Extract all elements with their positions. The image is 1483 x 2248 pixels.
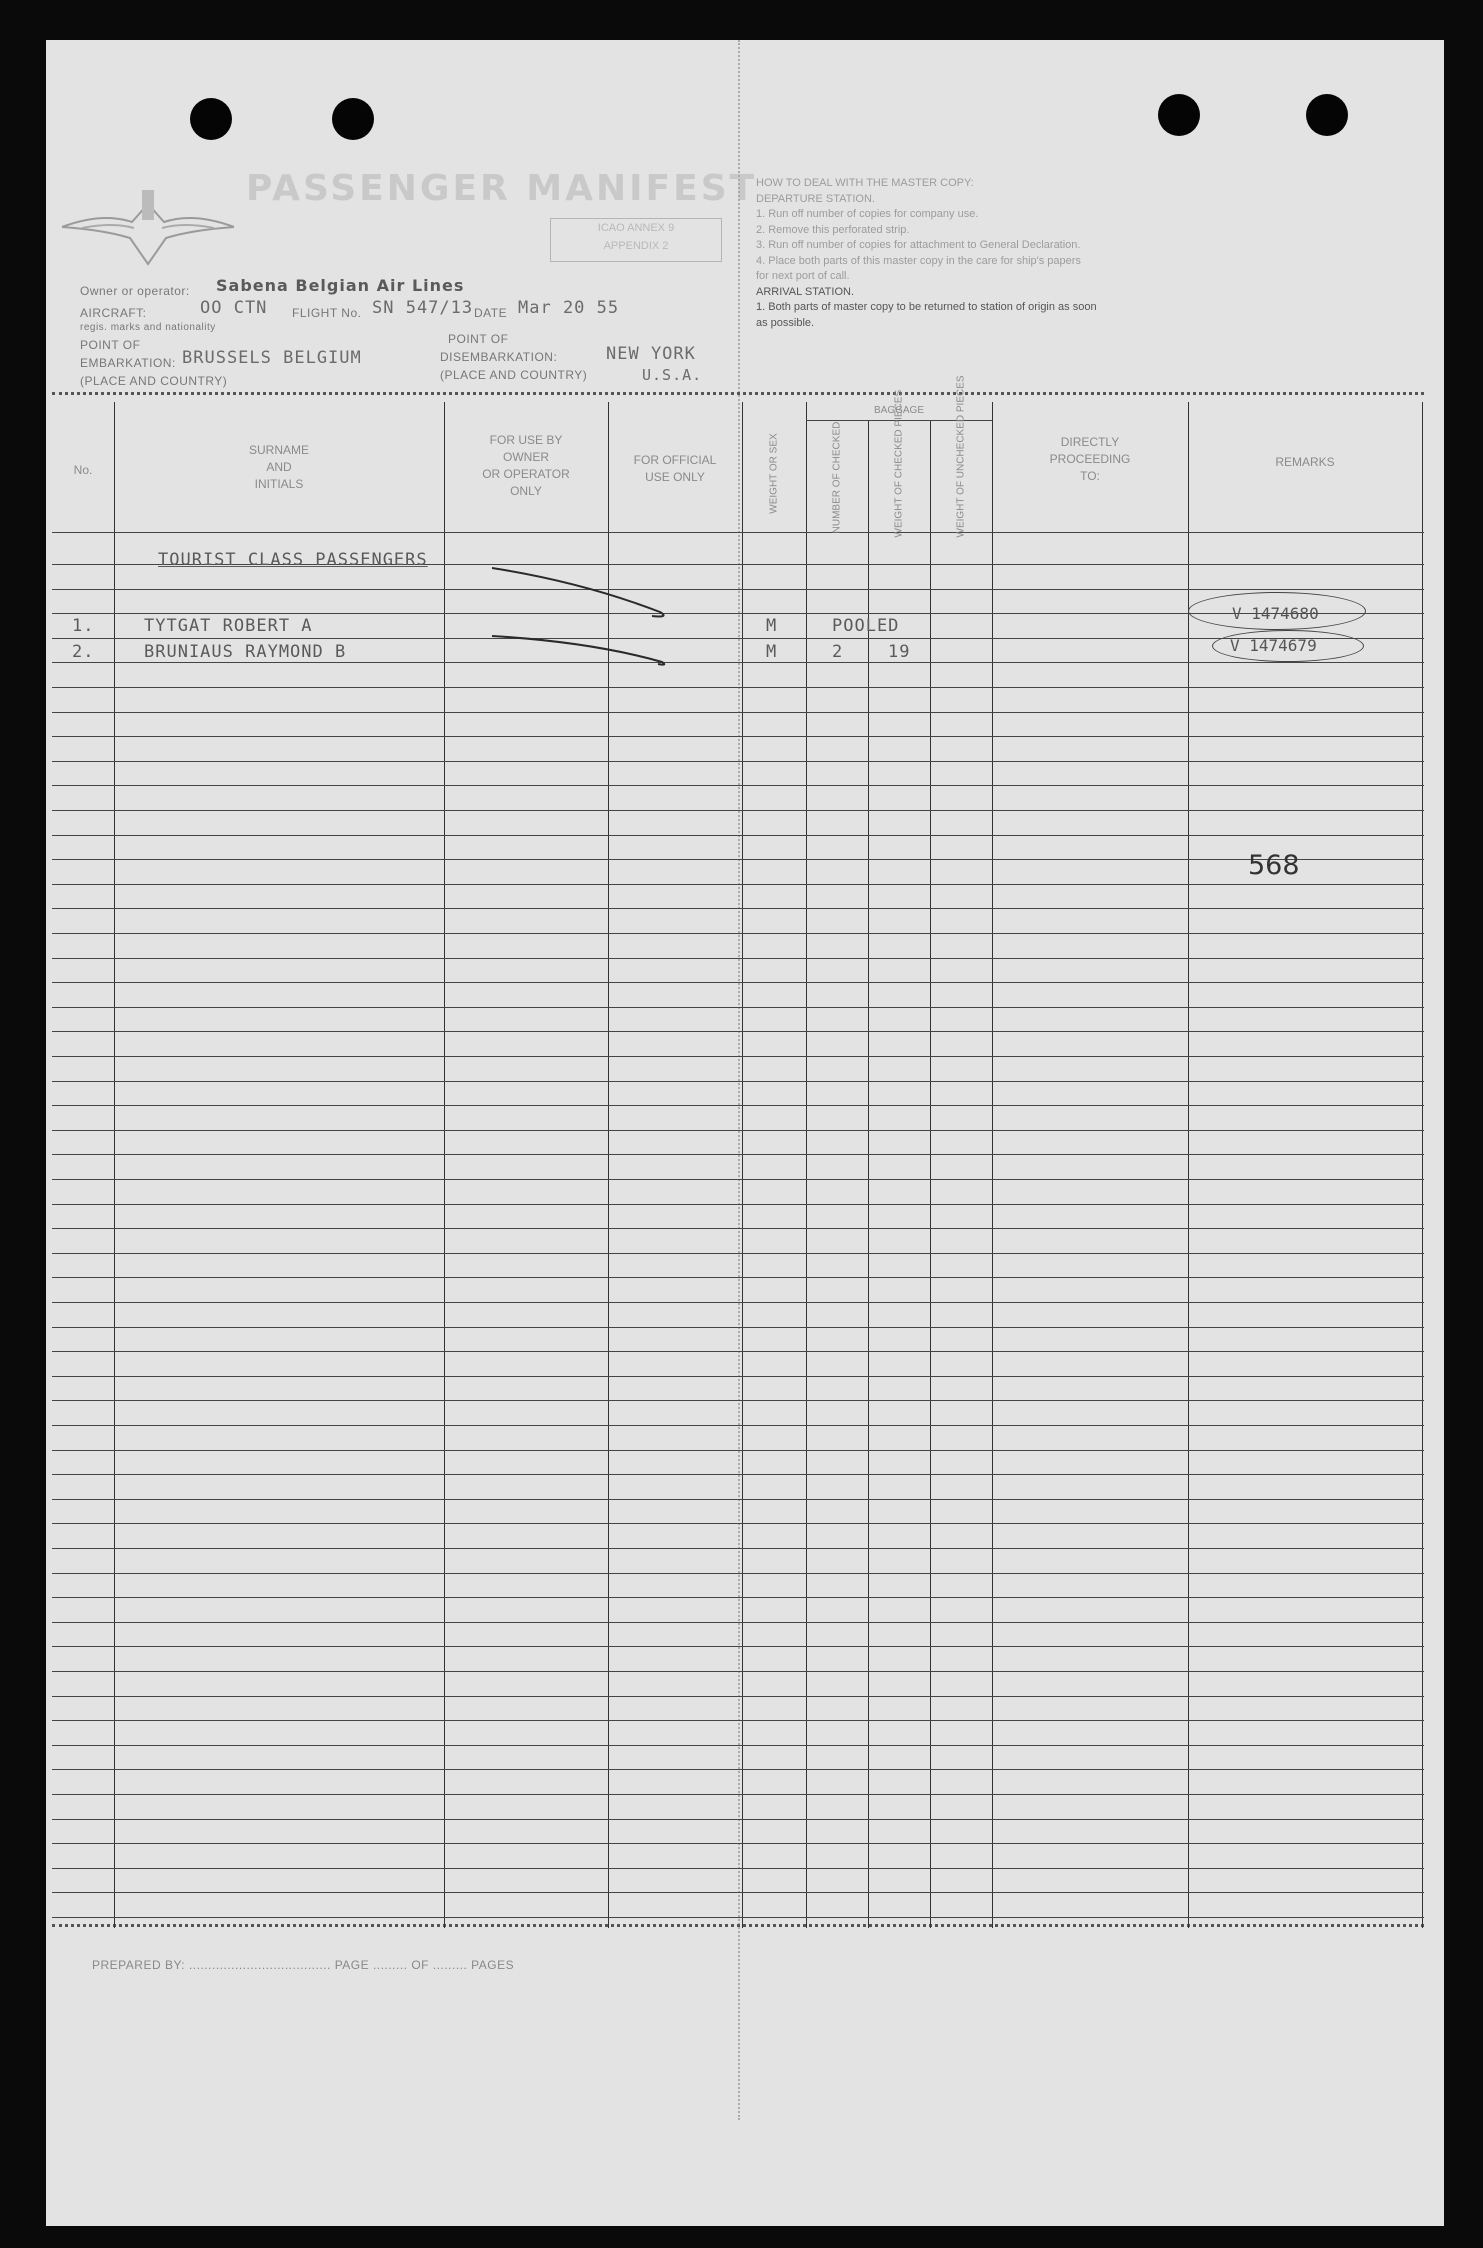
regis-note: regis. marks and nationality (80, 322, 216, 333)
embark-label-2: EMBARKATION: (80, 356, 176, 370)
manifest-title: PASSENGER MANIFEST (246, 168, 758, 209)
table-row-line (52, 1671, 1424, 1672)
master-copy-instructions (756, 176, 1331, 331)
instruction-line: 4. Place both parts of this master copy in the care for ship's papers (756, 254, 1081, 267)
disembark-value: NEW YORK (606, 344, 696, 364)
table-row-line (52, 1105, 1424, 1106)
passenger-name: TYTGAT ROBERT A (144, 616, 313, 636)
table-row-line (52, 1327, 1424, 1328)
table-row-line (52, 1769, 1424, 1770)
table-row-line (52, 1450, 1424, 1451)
instruction-line: DEPARTURE STATION. (756, 192, 875, 205)
disembark-country: U.S.A. (642, 366, 703, 384)
owner-label: Owner or operator: (80, 284, 190, 298)
col-directly (992, 434, 1188, 485)
table-row-line (52, 1400, 1424, 1401)
col-surname-line: INITIALS (254, 477, 304, 491)
table-row-line (52, 1425, 1424, 1426)
instruction-line: 1. Run off number of copies for company use. (756, 208, 979, 220)
table-row-line (52, 712, 1424, 713)
col-owner-line: FOR USE BY (489, 433, 563, 447)
table-row-line (52, 1277, 1424, 1278)
instruction-line: HOW TO DEAL WITH THE MASTER COPY: (756, 177, 974, 189)
disembark-label-2: DISEMBARKATION: (440, 350, 558, 364)
table-row-line (52, 1548, 1424, 1549)
owner-value: Sabena Belgian Air Lines (216, 276, 465, 295)
col-official-line: FOR OFFICIAL (633, 453, 717, 467)
table-row-line (52, 1474, 1424, 1475)
col-surname-line: AND (266, 460, 292, 474)
table-row-line (52, 859, 1424, 860)
table-row-line (52, 1302, 1424, 1303)
table-row-line (52, 1646, 1424, 1647)
table-row-line (52, 1130, 1424, 1131)
disembark-note: (PLACE AND COUNTRY) (440, 368, 588, 382)
col-bag-weight-checked: WEIGHT OF CHECKED PIECES (893, 389, 905, 538)
col-directly-line: PROCEEDING (1049, 452, 1131, 466)
instruction-line: 1. Both parts of master copy to be returned to station of origin as soon (756, 301, 1097, 313)
table-row-line (52, 1892, 1424, 1893)
col-remarks: REMARKS (1275, 455, 1335, 469)
flight-label: FLIGHT No. (292, 306, 362, 320)
table-row-line (52, 1573, 1424, 1574)
table-row-line (52, 1745, 1424, 1746)
table-row-line (52, 1720, 1424, 1721)
table-row-line (52, 761, 1424, 762)
passenger-name: BRUNIAUS RAYMOND B (144, 642, 347, 662)
instruction-line: ARRIVAL STATION. (756, 285, 854, 298)
disembark-label-1: POINT OF (448, 332, 509, 346)
perforation-top (52, 392, 1424, 395)
airline-logo-icon (62, 182, 234, 272)
table-row-line (52, 687, 1424, 688)
table-row-line (52, 1154, 1424, 1155)
table-row-line (52, 958, 1424, 959)
page-count: PAGE ......... OF ......... PAGES (334, 1958, 515, 1972)
table-row-line (52, 884, 1424, 885)
passenger-remark: V 1474680 (1232, 604, 1319, 623)
table-row-line (52, 1253, 1424, 1254)
punch-hole (332, 98, 374, 140)
instruction-line: as possible. (756, 316, 815, 329)
passenger-no: 2. (72, 642, 95, 662)
col-surname (114, 442, 444, 493)
table-row-line (52, 1499, 1424, 1500)
col-owner-line: ONLY (510, 484, 542, 498)
table-row-line (52, 1376, 1424, 1377)
passenger-remark: V 1474679 (1230, 636, 1317, 655)
passenger-baggage: 2 (832, 642, 844, 662)
col-directly-line: TO: (1080, 469, 1100, 483)
table-row-line (52, 1794, 1424, 1795)
table-row-line (52, 1868, 1424, 1869)
col-owner-line: OWNER (503, 450, 549, 464)
prepared-by: PREPARED BY: ..................................... (92, 1958, 331, 1972)
passenger-baggage: POOLED (832, 616, 900, 636)
table-row-line (52, 1597, 1424, 1598)
table-row-line (52, 736, 1424, 737)
passenger-sex: M (766, 642, 778, 662)
table-row-line (52, 1056, 1424, 1057)
embark-value: BRUSSELS BELGIUM (182, 348, 362, 368)
passenger-sex: M (766, 616, 778, 636)
col-owner-line: OR OPERATOR (482, 467, 570, 481)
flight-value: SN 547/13 (372, 298, 474, 318)
aircraft-value: OO CTN (200, 298, 268, 318)
annex-line: APPENDIX 2 (603, 240, 669, 252)
table-row-line (52, 810, 1424, 811)
col-baggage: BAGGAGE (873, 405, 924, 416)
table-row-line (52, 1204, 1424, 1205)
table-row-line (52, 1081, 1424, 1082)
table-row-line (52, 1622, 1424, 1623)
table-row-line (52, 1031, 1424, 1032)
table-row-line (52, 1351, 1424, 1352)
pen-strokes (492, 552, 752, 682)
punch-hole (1306, 94, 1348, 136)
embark-note: (PLACE AND COUNTRY) (80, 374, 228, 388)
punch-hole (190, 98, 232, 140)
col-official (608, 452, 742, 486)
footer-prepared (92, 1958, 514, 1972)
instruction-line: for next port of call. (756, 270, 850, 282)
class-heading: TOURIST CLASS PASSENGERS (158, 550, 428, 570)
table-row-line (52, 1843, 1424, 1844)
table-row-line (52, 933, 1424, 934)
col-weight-sex: WEIGHT OR SEX (768, 433, 780, 514)
date-value: Mar 20 55 (518, 298, 620, 318)
col-bag-weight-unchecked: WEIGHT OF UNCHECKED PIECES (955, 375, 967, 538)
annex-box (550, 218, 722, 262)
date-label: DATE (474, 306, 508, 320)
instruction-line: 3. Run off number of copies for attachment to General Declaration. (756, 239, 1081, 251)
annex-line: ICAO ANNEX 9 (597, 222, 675, 234)
table-row-line (52, 785, 1424, 786)
embark-label-1: POINT OF (80, 338, 141, 352)
table-row-line (52, 1179, 1424, 1180)
table-row-line (52, 1228, 1424, 1229)
punch-hole (1158, 94, 1200, 136)
table-row-line (52, 835, 1424, 836)
table-row-line (52, 1917, 1424, 1918)
table-row-line (52, 1819, 1424, 1820)
col-directly-line: DIRECTLY (1060, 435, 1120, 449)
handwritten-number: 568 (1248, 850, 1300, 881)
table-row-line (52, 982, 1424, 983)
instruction-line: 2. Remove this perforated strip. (756, 223, 910, 236)
table-row-line (52, 908, 1424, 909)
table-row-line (52, 1696, 1424, 1697)
col-bag-number: NUMBER OF CHECKED (831, 421, 843, 534)
aircraft-label: AIRCRAFT: (80, 306, 147, 320)
table-row-line (52, 1523, 1424, 1524)
passenger-no: 1. (72, 616, 95, 636)
col-surname-line: SURNAME (248, 443, 309, 457)
passenger-baggage-weight: 19 (888, 642, 911, 662)
table-row-line (52, 1007, 1424, 1008)
col-official-line: USE ONLY (645, 470, 705, 484)
col-owner (444, 432, 608, 500)
col-no: No. (73, 463, 93, 477)
